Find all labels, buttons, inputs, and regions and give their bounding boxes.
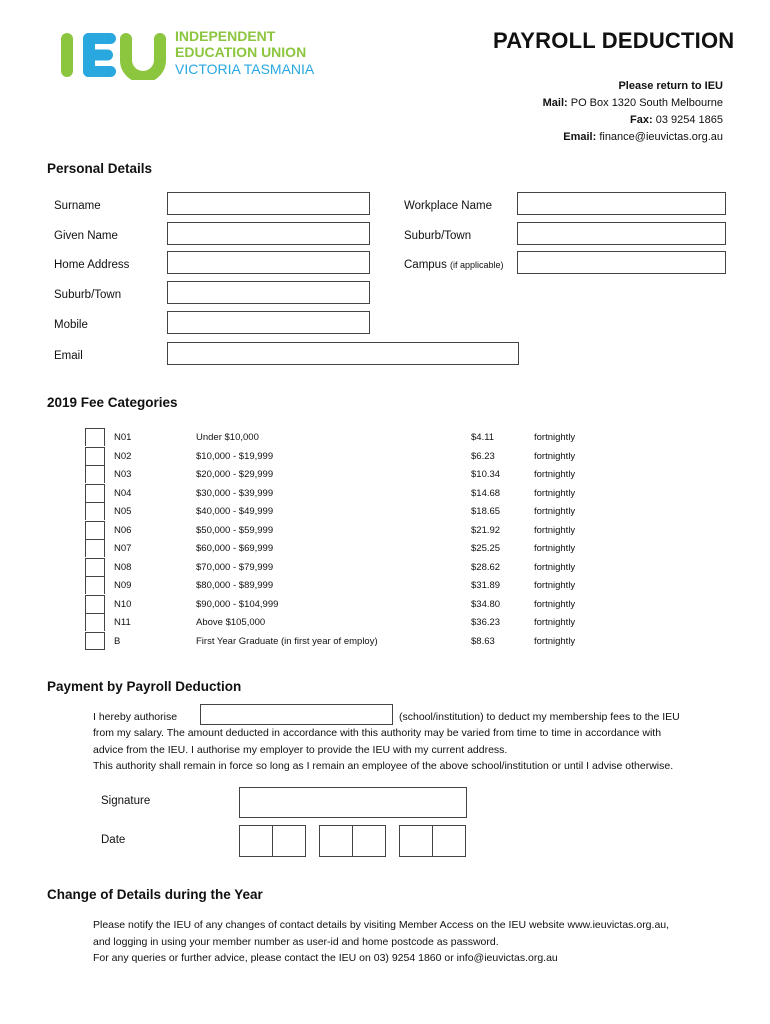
logo-line-2: EDUCATION UNION bbox=[175, 44, 307, 60]
fee-frequency: fortnightly bbox=[534, 487, 576, 499]
mobile-label: Mobile bbox=[54, 319, 88, 331]
authority-line-2: from my salary. The amount deducted in accordance with this authority may be varied from time to time in accordance with bbox=[93, 727, 662, 739]
fee-amount: $28.62 bbox=[471, 561, 501, 573]
fax-line bbox=[630, 114, 723, 126]
date-day-digit-2[interactable] bbox=[272, 825, 306, 857]
fee-frequency: fortnightly bbox=[534, 561, 576, 573]
fee-checkbox[interactable] bbox=[85, 502, 105, 520]
payment-title: Payment by Payroll Deduction bbox=[47, 679, 242, 694]
fax-value: 03 9254 1865 bbox=[655, 114, 723, 126]
authority-line-4: This authority shall remain in force so long as I remain an employee of the above school/institution or until I advise otherwise. bbox=[93, 760, 674, 772]
fee-amount: $10.34 bbox=[471, 469, 501, 480]
authorise-prefix: I hereby authorise bbox=[93, 711, 178, 723]
surname-label: Surname bbox=[54, 200, 101, 212]
home-address-label: Home Address bbox=[54, 259, 130, 271]
email-field[interactable] bbox=[167, 342, 519, 365]
fee-row bbox=[85, 539, 685, 558]
fee-frequency: fortnightly bbox=[534, 450, 576, 462]
return-line bbox=[618, 80, 723, 92]
given-name-field[interactable] bbox=[167, 222, 370, 245]
school-institution-field[interactable] bbox=[200, 704, 393, 725]
fee-checkbox[interactable] bbox=[85, 539, 105, 557]
fee-frequency: fortnightly bbox=[534, 432, 576, 443]
fee-frequency: fortnightly bbox=[534, 635, 576, 647]
ieu-logo bbox=[58, 28, 328, 83]
mail-value: PO Box 1320 South Melbourne bbox=[570, 97, 723, 109]
fee-amount: $25.25 bbox=[471, 543, 501, 554]
ieu-logo-mark bbox=[58, 30, 173, 80]
fee-code: N01 bbox=[114, 432, 132, 443]
workplace-name-label: Workplace Name bbox=[404, 200, 492, 212]
fee-income-range: $20,000 - $29,999 bbox=[196, 469, 274, 480]
email-line bbox=[563, 131, 723, 143]
fee-income-range: Under $10,000 bbox=[196, 432, 259, 443]
fee-income-range: $30,000 - $39,999 bbox=[196, 487, 274, 499]
email-label: Email: bbox=[563, 131, 597, 143]
fee-row bbox=[85, 502, 685, 521]
campus-field[interactable] bbox=[517, 251, 726, 274]
campus-label-text: Campus bbox=[404, 259, 447, 271]
email-label-field: Email bbox=[54, 350, 83, 362]
given-name-label: Given Name bbox=[54, 230, 118, 242]
return-label: Please return to IEU bbox=[618, 80, 723, 92]
fax-label: Fax: bbox=[630, 114, 653, 126]
fee-income-range: $90,000 - $104,999 bbox=[196, 598, 279, 610]
fee-code: B bbox=[114, 635, 121, 647]
fee-income-range: $80,000 - $89,999 bbox=[196, 580, 274, 591]
fee-checkbox[interactable] bbox=[85, 428, 105, 446]
fee-code: N06 bbox=[114, 524, 132, 536]
date-day-digit-1[interactable] bbox=[239, 825, 273, 857]
authorise-suffix: (school/institution) to deduct my membership fees to the IEU bbox=[399, 711, 680, 723]
fee-code: N04 bbox=[114, 487, 132, 499]
fee-frequency: fortnightly bbox=[534, 598, 576, 610]
fee-amount: $34.80 bbox=[471, 598, 501, 610]
signature-label: Signature bbox=[101, 795, 151, 807]
fee-code: N10 bbox=[114, 598, 132, 610]
changes-line-1: Please notify the IEU of any changes of contact details by visiting Member Access on the IEU website www.ieuvictas.org.au, bbox=[93, 919, 670, 931]
fee-income-range: $40,000 - $49,999 bbox=[196, 506, 274, 517]
fee-checkbox[interactable] bbox=[85, 484, 105, 502]
email-value: finance@ieuvictas.org.au bbox=[599, 131, 723, 143]
fee-amount: $36.23 bbox=[471, 617, 501, 628]
fee-frequency: fortnightly bbox=[534, 469, 576, 480]
workplace-suburb-field[interactable] bbox=[517, 222, 726, 245]
logo-line-3: VICTORIA TASMANIA bbox=[175, 61, 315, 77]
fee-checkbox[interactable] bbox=[85, 521, 105, 539]
campus-note: (if applicable) bbox=[450, 260, 504, 270]
mail-label: Mail: bbox=[542, 97, 568, 109]
mobile-field[interactable] bbox=[167, 311, 370, 334]
fee-row bbox=[85, 558, 685, 577]
changes-line-2: and logging in using your member number as user-id and home postcode as password. bbox=[93, 936, 499, 948]
personal-details-title: Personal Details bbox=[47, 161, 153, 176]
signature-field[interactable] bbox=[239, 787, 467, 818]
fee-checkbox[interactable] bbox=[85, 558, 105, 576]
fee-categories-title: 2019 Fee Categories bbox=[47, 395, 178, 410]
fee-checkbox[interactable] bbox=[85, 613, 105, 631]
logo-line-1: INDEPENDENT bbox=[175, 28, 276, 44]
fee-amount: $21.92 bbox=[471, 524, 501, 536]
fee-row bbox=[85, 521, 685, 540]
fee-checkbox[interactable] bbox=[85, 632, 105, 650]
fee-frequency: fortnightly bbox=[534, 524, 576, 536]
fee-code: N05 bbox=[114, 506, 132, 517]
fee-row bbox=[85, 428, 685, 447]
date-year-digit-1[interactable] bbox=[399, 825, 433, 857]
fee-frequency: fortnightly bbox=[534, 580, 576, 591]
workplace-name-field[interactable] bbox=[517, 192, 726, 215]
date-year-digit-2[interactable] bbox=[432, 825, 466, 857]
date-month-digit-2[interactable] bbox=[352, 825, 386, 857]
fee-income-range: $10,000 - $19,999 bbox=[196, 450, 274, 462]
fee-code: N11 bbox=[114, 617, 131, 628]
fee-row bbox=[85, 595, 685, 614]
fee-amount: $4.11 bbox=[471, 432, 495, 443]
fee-code: N02 bbox=[114, 450, 132, 462]
fee-income-range: $60,000 - $69,999 bbox=[196, 543, 274, 554]
fee-code: N07 bbox=[114, 543, 132, 554]
workplace-suburb-label: Suburb/Town bbox=[404, 230, 472, 242]
fee-amount: $31.89 bbox=[471, 580, 501, 591]
home-address-field[interactable] bbox=[167, 251, 370, 274]
fee-income-range: Above $105,000 bbox=[196, 617, 266, 628]
fee-checkbox[interactable] bbox=[85, 447, 105, 465]
fee-code: N08 bbox=[114, 561, 132, 573]
fee-amount: $14.68 bbox=[471, 487, 501, 499]
changes-line-3: For any queries or further advice, please contact the IEU on 03) 9254 1860 or info@ieuvictas.org.au bbox=[93, 952, 558, 964]
fee-code: N09 bbox=[114, 580, 132, 591]
fee-row bbox=[85, 632, 685, 651]
fee-income-range: $70,000 - $79,999 bbox=[196, 561, 274, 573]
fee-amount: $6.23 bbox=[471, 450, 495, 462]
fee-row bbox=[85, 576, 685, 595]
authority-line-3: advice from the IEU. I authorise my employer to provide the IEU with my current address. bbox=[93, 744, 508, 756]
fee-row bbox=[85, 447, 685, 466]
fee-checkbox[interactable] bbox=[85, 595, 105, 613]
fee-row bbox=[85, 613, 685, 632]
fee-frequency: fortnightly bbox=[534, 543, 576, 554]
suburb-label: Suburb/Town bbox=[54, 289, 122, 301]
date-month-digit-1[interactable] bbox=[319, 825, 353, 857]
changes-title: Change of Details during the Year bbox=[47, 887, 263, 902]
date-label: Date bbox=[101, 834, 126, 846]
suburb-field[interactable] bbox=[167, 281, 370, 304]
mail-line bbox=[543, 97, 723, 109]
fee-row bbox=[85, 465, 685, 484]
campus-label bbox=[404, 259, 504, 271]
page-title: PAYROLL DEDUCTION bbox=[493, 28, 735, 53]
fee-frequency: fortnightly bbox=[534, 506, 576, 517]
fee-income-range: $50,000 - $59,999 bbox=[196, 524, 274, 536]
fee-frequency: fortnightly bbox=[534, 617, 576, 628]
surname-field[interactable] bbox=[167, 192, 370, 215]
fee-row bbox=[85, 484, 685, 503]
fee-amount: $18.65 bbox=[471, 506, 501, 517]
fee-checkbox[interactable] bbox=[85, 465, 105, 483]
fee-code: N03 bbox=[114, 469, 132, 480]
fee-amount: $8.63 bbox=[471, 635, 495, 647]
fee-checkbox[interactable] bbox=[85, 576, 105, 594]
fee-income-range: First Year Graduate (in first year of employ) bbox=[196, 635, 378, 647]
